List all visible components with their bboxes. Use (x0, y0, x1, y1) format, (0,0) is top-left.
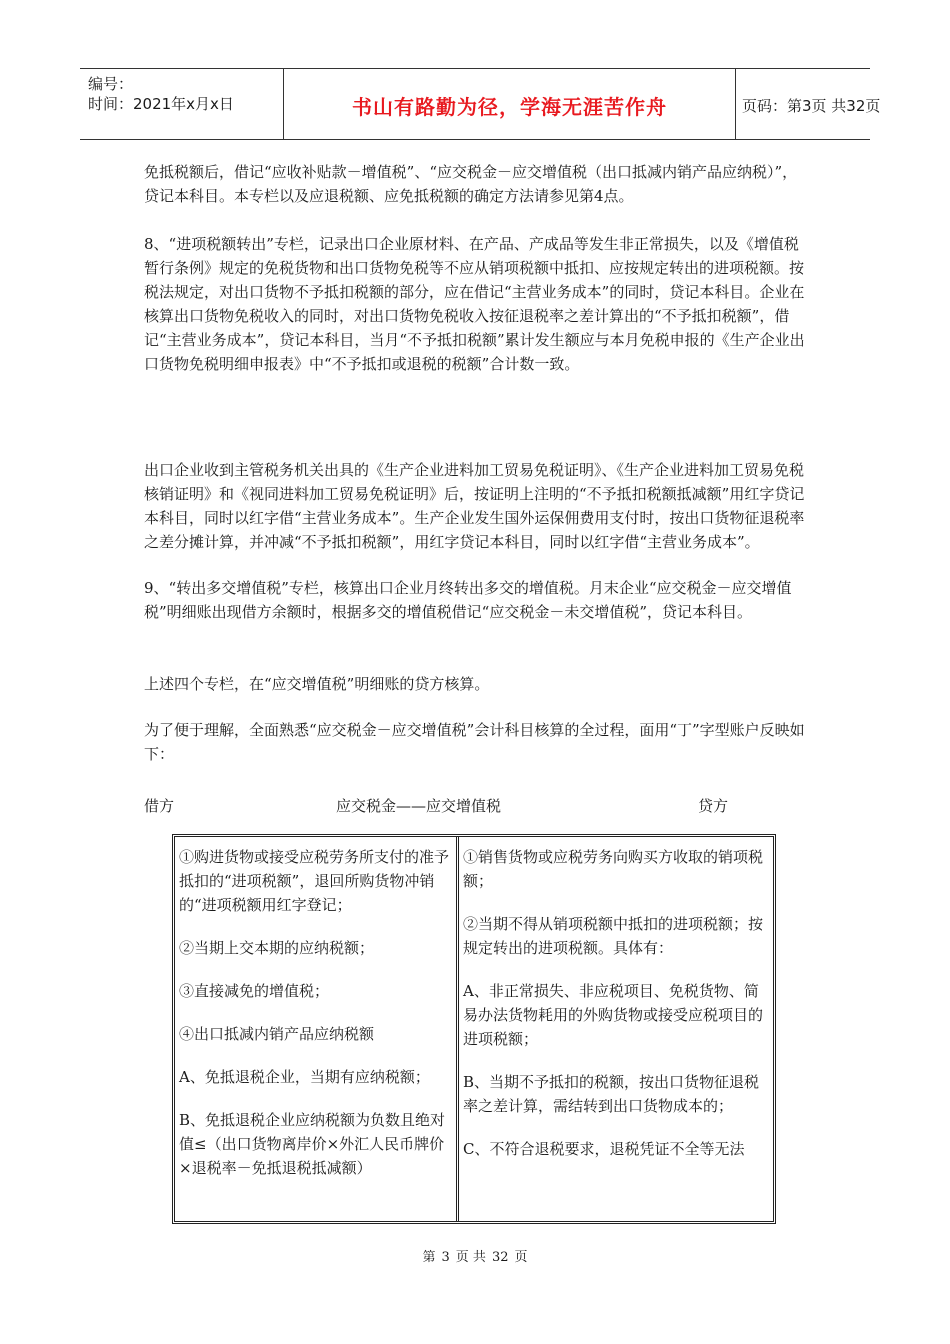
page-footer (0, 1246, 950, 1265)
credit-item-4: B、当期不予抵扣的税额，按出口货物征退税率之差计算，需结转到出口货物成本的； (463, 1073, 760, 1115)
credit-item-2: ②当期不得从销项税额中抵扣的进项税额；按规定转出的进项税额。具体有： (463, 915, 764, 957)
paragraph-3: 出口企业收到主管税务机关出具的《生产企业进料加工贸易免税证明》、《生产企业进料加工贸易免税核销证明》和《视同进料加工贸易免税证明》后，按证明上注明的“不予抵扣税额抵减额”用红字贷记本科目，同时以红字借“主营业务成本”。生产企业发生国外运保佣费用支付时，按出口货物征退税率之差分摊计算，并冲减“不予抵扣税额”，用红字贷记本科目，同时以红字借“主营业务成本”。 (144, 461, 805, 551)
header-page-cell (736, 69, 881, 139)
credit-item-5: C、不符合退税要求，退税凭证不全等无法 (463, 1140, 745, 1158)
number-label: 编号： (88, 75, 134, 93)
footer-prefix: 第 (422, 1250, 436, 1265)
motto: 书山有路勤为径，学海无涯苦作舟 (352, 95, 667, 119)
debit-item-5: A、免抵退税企业，当期有应纳税额； (179, 1068, 430, 1086)
credit-label: 贷方 (698, 797, 729, 815)
paragraph-2: 8、“进项税额转出”专栏，记录出口企业原材料、在产品、产成品等发生非正常损失，以及《增值税暂行条例》规定的免税货物和出口货物免税等不应从销项税额中抵扣、应按规定转出的进项税额。按税法规定，对出口货物不予抵扣税额的部分，应在借记“主营业务成本”的同时，贷记本科目。企业在核算出口货物免税收入的同时，对出口货物免税收入按征退税率之差计算出的“不予抵扣税额”，借记“主营业务成本”，贷记本科目，当月“不予抵扣税额”累计发生额应与本月免税申报的《生产企业出口货物免税明细申报表》中“不予抵扣或退税的税额”合计数一致。 (144, 235, 805, 373)
page-label: 页码：第3页 共32页 (742, 97, 881, 115)
t-account-title: 应交税金——应交增值税 (336, 797, 502, 815)
debit-item-2: ②当期上交本期的应纳税额； (179, 939, 375, 957)
header-motto-cell (284, 69, 736, 139)
debit-item-1: ①购进货物或接受应税劳务所支付的准予抵扣的“进项税额”，退回所购货物冲销的“进项税额用红字登记； (179, 848, 450, 914)
footer-total-pages: 32 (491, 1250, 509, 1265)
credit-item-1: ①销售货物或应税劳务向购买方收取的销项税额； (463, 848, 764, 890)
debit-item-4: ④出口抵减内销产品应纳税额 (179, 1025, 375, 1043)
paragraph-5: 上述四个专栏，在“应交增值税”明细账的贷方核算。 (144, 675, 490, 693)
debit-label: 借方 (144, 797, 175, 815)
credit-column (461, 837, 773, 1221)
t-account-table (172, 834, 776, 1224)
credit-item-3: A、非正常损失、非应税项目、免税货物、简易办法货物耗用的外购货物或接受应税项目的进项税额； (463, 982, 764, 1048)
footer-mid: 页 共 (455, 1250, 486, 1265)
time-label: 时间：2021年x月x日 (88, 95, 234, 113)
header-meta-cell (80, 69, 284, 139)
debit-item-3: ③直接减免的增值税； (179, 982, 330, 1000)
paragraph-4: 9、“转出多交增值税”专栏，核算出口企业月终转出多交的增值税。月末企业“应交税金－应交增值税”明细账出现借方余额时，根据多交的增值税借记“应交税金－未交增值税”，贷记本科目。 (144, 579, 792, 621)
footer-suffix: 页 (514, 1250, 528, 1265)
debit-column (175, 837, 459, 1221)
debit-item-6: B、免抵退税企业应纳税额为负数且绝对值≤（出口货物离岸价×外汇人民币牌价×退税率－免抵退税抵减额） (179, 1111, 446, 1177)
footer-page-number: 3 (441, 1250, 450, 1265)
paragraph-1: 免抵税额后，借记“应收补贴款－增值税”、“应交税金－应交增值税（出口抵减内销产品应纳税）”，贷记本科目。本专栏以及应退税额、应免抵税额的确定方法请参见第4点。 (144, 163, 798, 205)
page-header (80, 68, 881, 140)
paragraph-6: 为了便于理解，全面熟悉“应交税金－应交增值税”会计科目核算的全过程，面用“丁”字型账户反映如下： (144, 721, 805, 763)
